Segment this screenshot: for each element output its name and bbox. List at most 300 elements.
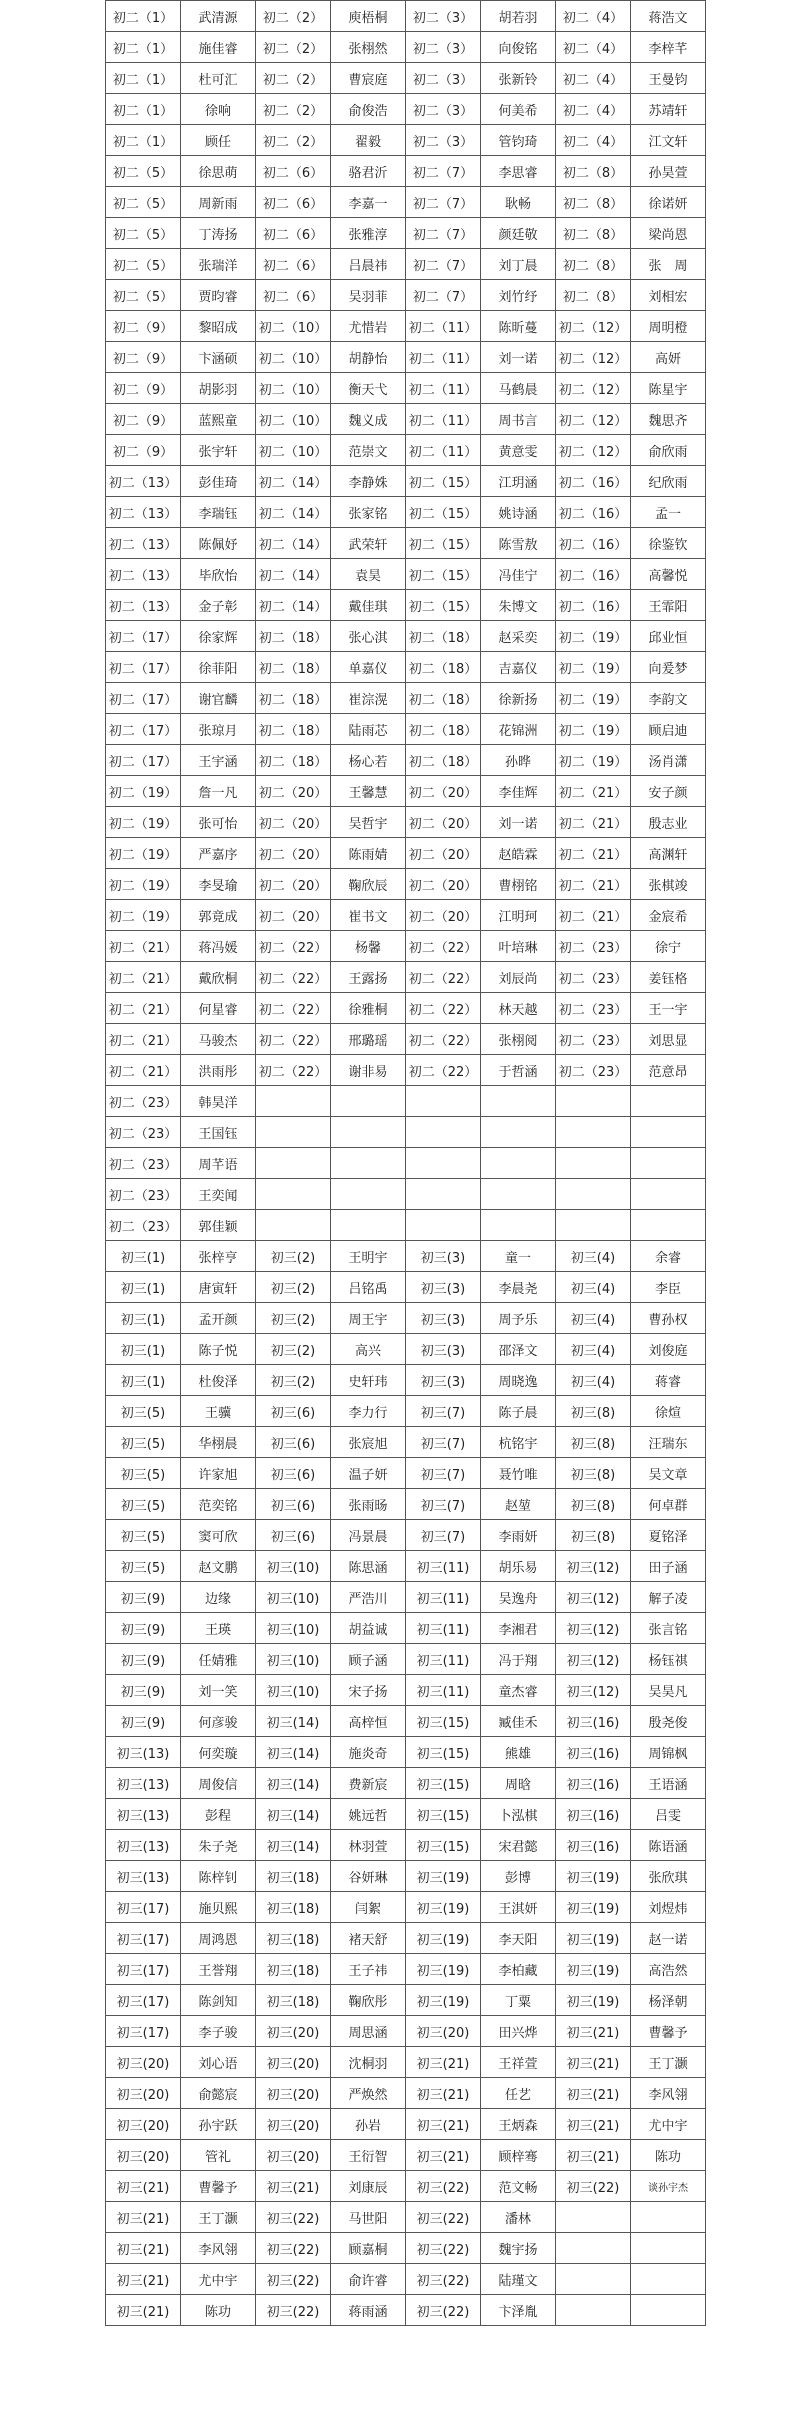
student-name-cell: 刘一诺 [481, 807, 556, 838]
class-cell: 初二（17） [106, 621, 181, 652]
student-name-cell: 李雨妍 [481, 1520, 556, 1551]
student-name-cell: 陆雨芯 [331, 714, 406, 745]
student-name-cell: 徐诺妍 [631, 187, 706, 218]
student-name-cell: 丁涛扬 [181, 218, 256, 249]
student-name-cell: 鞠欣彤 [331, 1985, 406, 2016]
class-cell: 初三(11) [406, 1582, 481, 1613]
table-row [106, 1210, 706, 1241]
class-cell [556, 1086, 631, 1117]
class-cell: 初三(22) [256, 2295, 331, 2326]
class-cell: 初三(20) [256, 2078, 331, 2109]
class-cell: 初二（1） [106, 32, 181, 63]
student-name-cell: 高妍 [631, 342, 706, 373]
student-name-cell: 周锦枫 [631, 1737, 706, 1768]
student-name-cell [481, 1210, 556, 1241]
student-name-cell: 卞泽胤 [481, 2295, 556, 2326]
table-row [106, 373, 706, 404]
student-name-cell: 江玥涵 [481, 466, 556, 497]
class-cell: 初三(2) [256, 1334, 331, 1365]
class-cell: 初三(13) [106, 1768, 181, 1799]
class-cell: 初二（19） [106, 900, 181, 931]
class-cell: 初二（17） [106, 652, 181, 683]
class-cell: 初二（13） [106, 559, 181, 590]
student-name-cell: 刘俊庭 [631, 1334, 706, 1365]
class-cell: 初二（23） [106, 1210, 181, 1241]
student-name-cell: 顾任 [181, 125, 256, 156]
class-cell: 初三(21) [556, 2078, 631, 2109]
student-name-cell: 管钧琦 [481, 125, 556, 156]
student-name-cell: 严焕然 [331, 2078, 406, 2109]
student-name-cell: 李晨尧 [481, 1272, 556, 1303]
student-name-cell: 翟毅 [331, 125, 406, 156]
student-name-cell [331, 1117, 406, 1148]
table-row [106, 652, 706, 683]
student-name-cell: 施佳睿 [181, 32, 256, 63]
student-name-cell: 何卓群 [631, 1489, 706, 1520]
student-name-cell: 彭博 [481, 1861, 556, 1892]
student-name-cell: 向俊铭 [481, 32, 556, 63]
class-cell: 初二（19） [106, 838, 181, 869]
class-cell: 初二（2） [256, 32, 331, 63]
table-row [106, 1179, 706, 1210]
class-cell: 初二（15） [406, 559, 481, 590]
class-cell: 初三(8) [556, 1427, 631, 1458]
class-cell: 初三(1) [106, 1334, 181, 1365]
class-cell: 初二（4） [556, 32, 631, 63]
class-cell: 初二（2） [256, 125, 331, 156]
table-row [106, 1458, 706, 1489]
class-cell: 初二（8） [556, 280, 631, 311]
class-cell: 初三(19) [556, 1954, 631, 1985]
student-name-cell: 尤惜岩 [331, 311, 406, 342]
student-name-cell: 郭竟成 [181, 900, 256, 931]
class-cell: 初三(16) [556, 1737, 631, 1768]
table-row [106, 94, 706, 125]
class-cell: 初二（11） [406, 404, 481, 435]
class-cell: 初三(21) [406, 2047, 481, 2078]
student-name-cell: 孙昊萱 [631, 156, 706, 187]
class-cell: 初三(19) [406, 1892, 481, 1923]
class-cell: 初三(21) [556, 2140, 631, 2171]
class-cell [256, 1179, 331, 1210]
student-name-cell: 王露扬 [331, 962, 406, 993]
student-name-cell: 俞俊浩 [331, 94, 406, 125]
class-cell: 初三(16) [556, 1706, 631, 1737]
student-name-cell: 吕铭禹 [331, 1272, 406, 1303]
table-row [106, 559, 706, 590]
student-name-cell: 陈思涵 [331, 1551, 406, 1582]
table-row [106, 1923, 706, 1954]
table-row [106, 962, 706, 993]
class-cell: 初二（15） [406, 528, 481, 559]
student-name-cell: 王国钰 [181, 1117, 256, 1148]
class-cell: 初二（6） [256, 218, 331, 249]
student-name-cell: 张雅淳 [331, 218, 406, 249]
student-name-cell: 花锦洲 [481, 714, 556, 745]
student-name-cell: 陈子悦 [181, 1334, 256, 1365]
student-name-cell: 魏思齐 [631, 404, 706, 435]
student-name-cell: 施炎奇 [331, 1737, 406, 1768]
student-name-cell: 陈雪敖 [481, 528, 556, 559]
class-cell [256, 1117, 331, 1148]
table-row [106, 683, 706, 714]
student-name-cell: 史轩玮 [331, 1365, 406, 1396]
student-name-cell [631, 2295, 706, 2326]
class-cell: 初三(20) [106, 2109, 181, 2140]
student-name-cell [481, 1086, 556, 1117]
student-name-cell: 窦可欣 [181, 1520, 256, 1551]
table-row [106, 280, 706, 311]
student-name-cell: 孙晔 [481, 745, 556, 776]
student-name-cell: 张梓亨 [181, 1241, 256, 1272]
table-row [106, 1055, 706, 1086]
class-cell: 初二（20） [256, 900, 331, 931]
student-name-cell: 周芊语 [181, 1148, 256, 1179]
class-cell: 初三(11) [406, 1644, 481, 1675]
class-cell: 初二（14） [256, 559, 331, 590]
class-cell [556, 1210, 631, 1241]
class-cell: 初二（1） [106, 125, 181, 156]
student-name-cell: 任婧雅 [181, 1644, 256, 1675]
student-name-cell: 李嘉一 [331, 187, 406, 218]
student-name-cell: 崔淙滉 [331, 683, 406, 714]
class-cell: 初二（9） [106, 342, 181, 373]
class-cell: 初二（21） [106, 993, 181, 1024]
student-name-cell: 徐煊 [631, 1396, 706, 1427]
student-name-cell: 刘思显 [631, 1024, 706, 1055]
student-name-cell: 张可怡 [181, 807, 256, 838]
student-name-cell: 骆君沂 [331, 156, 406, 187]
student-name-cell: 边缘 [181, 1582, 256, 1613]
class-cell: 初二（8） [556, 218, 631, 249]
class-cell [556, 2295, 631, 2326]
student-name-cell: 刘煜炜 [631, 1892, 706, 1923]
class-cell: 初二（5） [106, 187, 181, 218]
class-cell: 初三(3) [406, 1303, 481, 1334]
student-name-cell [631, 1210, 706, 1241]
class-cell: 初二（23） [106, 1148, 181, 1179]
student-name-cell: 王霏阳 [631, 590, 706, 621]
student-name-cell: 赵文鹏 [181, 1551, 256, 1582]
class-cell: 初三(2) [256, 1272, 331, 1303]
class-cell: 初二（6） [256, 187, 331, 218]
student-name-cell: 费新宸 [331, 1768, 406, 1799]
table-row [106, 528, 706, 559]
student-name-cell: 杜俊泽 [181, 1365, 256, 1396]
class-cell: 初三(10) [256, 1613, 331, 1644]
class-cell: 初二（18） [406, 745, 481, 776]
student-name-cell: 黎昭成 [181, 311, 256, 342]
student-name-cell: 邱业恒 [631, 621, 706, 652]
class-cell: 初三(5) [106, 1489, 181, 1520]
class-cell: 初三(6) [256, 1520, 331, 1551]
class-cell: 初三(21) [556, 2016, 631, 2047]
class-cell: 初三(10) [256, 1644, 331, 1675]
class-cell: 初三(5) [106, 1520, 181, 1551]
student-name-cell: 丁粟 [481, 1985, 556, 2016]
student-name-cell: 汪瑞东 [631, 1427, 706, 1458]
class-cell: 初二（21） [556, 776, 631, 807]
class-cell: 初二（22） [406, 1055, 481, 1086]
student-name-cell: 杨心若 [331, 745, 406, 776]
student-name-cell: 尤中宇 [631, 2109, 706, 2140]
class-cell: 初三(2) [256, 1241, 331, 1272]
student-name-cell: 周予乐 [481, 1303, 556, 1334]
class-cell: 初三(15) [406, 1737, 481, 1768]
class-cell: 初三(6) [256, 1396, 331, 1427]
class-cell: 初三(3) [406, 1241, 481, 1272]
student-name-cell: 彭佳琦 [181, 466, 256, 497]
class-cell: 初三(18) [256, 1954, 331, 1985]
table-row [106, 32, 706, 63]
class-cell: 初二（22） [406, 993, 481, 1024]
class-cell: 初三(8) [556, 1520, 631, 1551]
student-name-cell: 李力行 [331, 1396, 406, 1427]
student-name-cell: 张瑞洋 [181, 249, 256, 280]
class-cell: 初二（3） [406, 32, 481, 63]
class-cell: 初二（11） [406, 373, 481, 404]
class-cell: 初三(7) [406, 1489, 481, 1520]
student-name-cell: 何星睿 [181, 993, 256, 1024]
class-cell: 初二（19） [556, 714, 631, 745]
class-cell: 初二（12） [556, 373, 631, 404]
table-row [106, 1520, 706, 1551]
student-name-cell: 胡若羽 [481, 1, 556, 32]
student-name-cell: 陈子晨 [481, 1396, 556, 1427]
table-row [106, 1985, 706, 2016]
student-name-cell: 俞许睿 [331, 2264, 406, 2295]
class-cell: 初三(7) [406, 1520, 481, 1551]
class-cell: 初二（22） [256, 962, 331, 993]
class-cell: 初二（21） [106, 962, 181, 993]
table-row [106, 869, 706, 900]
student-name-cell: 赵采奕 [481, 621, 556, 652]
class-cell: 初二（7） [406, 280, 481, 311]
student-name-cell: 李静姝 [331, 466, 406, 497]
student-name-cell: 闫絮 [331, 1892, 406, 1923]
student-name-cell: 王子祎 [331, 1954, 406, 1985]
student-name-cell [481, 1117, 556, 1148]
student-name-cell: 单嘉仪 [331, 652, 406, 683]
table-row [106, 1613, 706, 1644]
student-name-cell: 顾嘉桐 [331, 2233, 406, 2264]
class-cell: 初三(13) [106, 1830, 181, 1861]
student-name-cell: 苏靖轩 [631, 94, 706, 125]
student-name-cell: 于哲涵 [481, 1055, 556, 1086]
table-row [106, 2016, 706, 2047]
student-name-cell [631, 1086, 706, 1117]
class-cell: 初三(9) [106, 1675, 181, 1706]
class-cell: 初三(5) [106, 1458, 181, 1489]
class-cell: 初二（4） [556, 63, 631, 94]
class-cell: 初二（20） [256, 838, 331, 869]
class-cell: 初三(18) [256, 1892, 331, 1923]
class-cell: 初二（14） [256, 590, 331, 621]
class-cell: 初三(10) [256, 1582, 331, 1613]
student-name-cell: 向爰梦 [631, 652, 706, 683]
student-name-cell: 蒋睿 [631, 1365, 706, 1396]
student-name-cell: 陈语涵 [631, 1830, 706, 1861]
class-cell: 初二（3） [406, 125, 481, 156]
student-name-cell: 严浩川 [331, 1582, 406, 1613]
student-name-cell: 谈孙宇杰 [631, 2171, 706, 2202]
class-cell: 初二（9） [106, 373, 181, 404]
student-name-cell: 邵泽文 [481, 1334, 556, 1365]
student-name-cell: 卜泓棋 [481, 1799, 556, 1830]
student-name-cell: 吴逸舟 [481, 1582, 556, 1613]
student-name-cell: 宋君懿 [481, 1830, 556, 1861]
class-cell: 初三(21) [106, 2233, 181, 2264]
student-name-cell: 周明橙 [631, 311, 706, 342]
table-row [106, 1830, 706, 1861]
class-cell: 初三(17) [106, 1892, 181, 1923]
class-cell: 初三(17) [106, 2016, 181, 2047]
student-name-cell: 马世阳 [331, 2202, 406, 2233]
class-cell: 初三(20) [406, 2016, 481, 2047]
student-name-cell: 张家铭 [331, 497, 406, 528]
class-cell [556, 2202, 631, 2233]
class-cell: 初三(22) [406, 2233, 481, 2264]
class-cell: 初三(2) [256, 1303, 331, 1334]
student-name-cell: 周思涵 [331, 2016, 406, 2047]
student-name-cell: 刘心语 [181, 2047, 256, 2078]
table-row [106, 187, 706, 218]
student-name-cell: 刘辰尚 [481, 962, 556, 993]
student-name-cell: 朱子尧 [181, 1830, 256, 1861]
table-row [106, 218, 706, 249]
class-cell [256, 1086, 331, 1117]
class-cell: 初三(19) [556, 1985, 631, 2016]
class-cell: 初三(6) [256, 1458, 331, 1489]
class-cell: 初二（21） [556, 807, 631, 838]
student-name-cell: 胡静怡 [331, 342, 406, 373]
student-name-cell: 李湘君 [481, 1613, 556, 1644]
class-cell: 初三(12) [556, 1644, 631, 1675]
class-cell: 初二（7） [406, 187, 481, 218]
class-cell: 初二（23） [556, 931, 631, 962]
student-name-cell: 林天越 [481, 993, 556, 1024]
class-cell: 初二（21） [106, 931, 181, 962]
class-cell: 初三(22) [406, 2264, 481, 2295]
student-name-cell: 王丁灏 [631, 2047, 706, 2078]
student-name-cell: 张宇轩 [181, 435, 256, 466]
student-name-cell: 唐寅轩 [181, 1272, 256, 1303]
class-cell: 初二（7） [406, 218, 481, 249]
class-cell: 初三(13) [106, 1861, 181, 1892]
class-cell [556, 2264, 631, 2295]
table-row [106, 1241, 706, 1272]
class-cell: 初二（21） [106, 1024, 181, 1055]
student-name-cell: 李旻瑜 [181, 869, 256, 900]
student-name-cell: 胡影羽 [181, 373, 256, 404]
class-cell: 初三(12) [556, 1582, 631, 1613]
class-cell: 初三(9) [106, 1613, 181, 1644]
class-cell: 初三(18) [256, 1923, 331, 1954]
table-row [106, 1551, 706, 1582]
class-cell: 初二（10） [256, 373, 331, 404]
student-name-cell: 蓝熙童 [181, 404, 256, 435]
class-cell: 初三(19) [406, 1861, 481, 1892]
student-name-cell: 陈雨婧 [331, 838, 406, 869]
class-cell: 初三(10) [256, 1551, 331, 1582]
class-cell: 初三(9) [106, 1582, 181, 1613]
table-row [106, 2109, 706, 2140]
student-name-cell: 杭铭宇 [481, 1427, 556, 1458]
student-name-cell [631, 2264, 706, 2295]
student-name-cell: 范奕铭 [181, 1489, 256, 1520]
class-cell: 初三(21) [406, 2078, 481, 2109]
student-name-cell: 田兴烨 [481, 2016, 556, 2047]
class-cell: 初三(21) [556, 2109, 631, 2140]
class-cell: 初二（19） [106, 807, 181, 838]
class-cell: 初二（18） [406, 652, 481, 683]
student-name-cell: 王祥萱 [481, 2047, 556, 2078]
student-name-cell: 孟一 [631, 497, 706, 528]
class-cell: 初二（9） [106, 404, 181, 435]
student-name-cell: 赵堃 [481, 1489, 556, 1520]
class-cell: 初二（16） [556, 466, 631, 497]
table-row [106, 745, 706, 776]
class-cell: 初三(19) [406, 1985, 481, 2016]
class-cell: 初二（20） [256, 807, 331, 838]
class-cell: 初二（23） [106, 1086, 181, 1117]
student-name-cell: 安子颜 [631, 776, 706, 807]
class-cell: 初三(19) [406, 1954, 481, 1985]
table-row [106, 1799, 706, 1830]
table-row [106, 1706, 706, 1737]
student-name-cell: 刘一笑 [181, 1675, 256, 1706]
student-name-cell: 吕雯 [631, 1799, 706, 1830]
student-name-cell: 张 周 [631, 249, 706, 280]
class-cell: 初二（4） [556, 125, 631, 156]
table-row [106, 1582, 706, 1613]
class-cell: 初三(22) [406, 2202, 481, 2233]
class-cell: 初二（13） [106, 590, 181, 621]
class-cell: 初三(16) [556, 1768, 631, 1799]
class-cell: 初二（12） [556, 311, 631, 342]
class-cell: 初二（4） [556, 1, 631, 32]
student-name-cell: 刘相宏 [631, 280, 706, 311]
student-name-cell: 孙宇跃 [181, 2109, 256, 2140]
class-cell: 初二（16） [556, 528, 631, 559]
class-cell: 初二（22） [256, 1024, 331, 1055]
student-name-cell: 王明宇 [331, 1241, 406, 1272]
table-row [106, 2078, 706, 2109]
class-cell: 初二（20） [406, 776, 481, 807]
class-cell: 初三(7) [406, 1458, 481, 1489]
class-cell: 初三(12) [556, 1613, 631, 1644]
table-row [106, 1, 706, 32]
class-cell: 初二（3） [406, 94, 481, 125]
class-cell: 初二（21） [556, 869, 631, 900]
class-cell: 初二（22） [406, 931, 481, 962]
student-name-cell: 许家旭 [181, 1458, 256, 1489]
table-row [106, 466, 706, 497]
student-name-cell: 杜可汇 [181, 63, 256, 94]
table-row [106, 249, 706, 280]
class-cell: 初二（14） [256, 497, 331, 528]
class-cell [256, 1148, 331, 1179]
student-name-cell: 彭程 [181, 1799, 256, 1830]
class-cell [556, 1179, 631, 1210]
table-row [106, 1737, 706, 1768]
student-name-cell: 杨泽朝 [631, 1985, 706, 2016]
class-cell: 初二（23） [106, 1179, 181, 1210]
class-cell: 初三(11) [406, 1613, 481, 1644]
student-name-cell: 梁尚恩 [631, 218, 706, 249]
student-name-cell: 徐思萌 [181, 156, 256, 187]
student-name-cell: 曹孙权 [631, 1303, 706, 1334]
